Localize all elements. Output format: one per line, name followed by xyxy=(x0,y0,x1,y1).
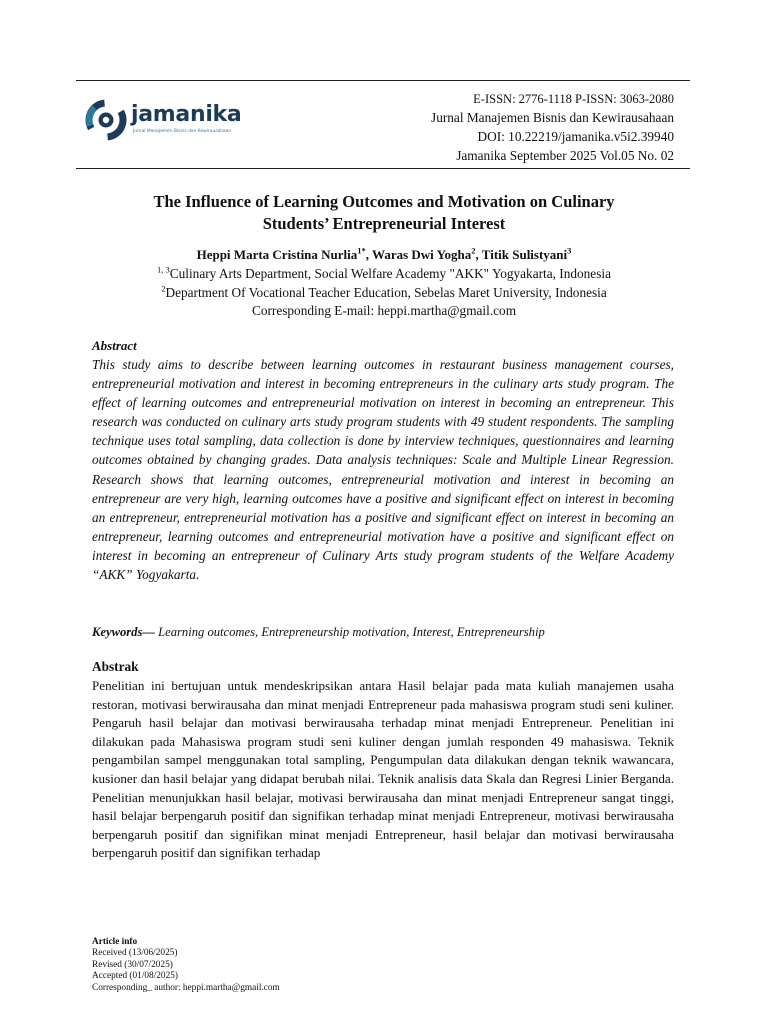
corresponding-email: Corresponding E-mail: heppi.martha@gmail.com xyxy=(251,303,517,318)
author-name: Heppi Marta Cristina Nurlia xyxy=(196,247,358,262)
issn: E-ISSN: 2776-1118 P-ISSN: 3063-2080 xyxy=(473,92,674,106)
logo-tagline: Jurnal Manajemen Bisnis dan Kewirausahaan xyxy=(133,129,232,134)
title-line: Students’ Entrepreneurial Interest xyxy=(262,214,506,233)
author-marker: 3 xyxy=(567,245,572,256)
journal-logo xyxy=(84,98,254,142)
author-list xyxy=(84,247,684,263)
keywords-text: Learning outcomes, Entrepreneurship motivation, Interest, Entrepreneurship xyxy=(158,625,545,639)
header-rule xyxy=(76,168,690,169)
affiliation-text: Department Of Vocational Teacher Education, Sebelas Maret University, Indonesia xyxy=(165,285,607,300)
affiliation-text: Culinary Arts Department, Social Welfare Academy "AKK" Yogyakarta, Indonesia xyxy=(169,266,611,281)
article-info xyxy=(92,937,280,994)
corresponding-author: Corresponding_ author: heppi.martha@gmail.com xyxy=(92,982,280,993)
abstract-text: This study aims to describe between learning outcomes in restaurant business management courses, entrepreneurial motivation and interest in becoming entrepreneurs in the culinary arts study program. The effect of learning outcomes and entrepreneurial motivation on interest in becoming an entrepreneur. This research was conducted on culinary arts study program students with 49 student respondents. The sampling technique uses total sampling, data collection is done by interview techniques, questionnaires and learning outcomes obtained by changing grades. Data analysis techniques: Scale and Multiple Linear Regression. Research shows that learning outcomes, entrepreneurial motivation and interest in becoming an entrepreneur are very high, learning outcomes have a positive and significant effect on interest in becoming an entrepreneur, entrepreneurial motivation has a positive and significant effect on interest in becoming an entrepreneur, learning outcomes and entrepreneurial motivation have a positive and significant effect on interest in becoming an entrepreneur of Culinary Arts study program students of the Welfare Academy “AKK” Yogyakarta. xyxy=(92,357,674,583)
top-rule xyxy=(76,80,690,81)
revised-date: Revised (30/07/2025) xyxy=(92,959,173,970)
affiliation-1 xyxy=(84,265,684,282)
keywords-label: Keywords— xyxy=(92,625,155,639)
author-marker: 1* xyxy=(357,245,366,256)
received-date: Received (13/06/2025) xyxy=(92,948,178,959)
title-line: The Influence of Learning Outcomes and Motivation on Culinary xyxy=(153,192,615,211)
affiliation-marker: 1, 3 xyxy=(157,264,170,275)
keywords xyxy=(92,624,692,640)
abstract-heading: Abstract xyxy=(92,338,137,353)
author-name: Waras Dwi Yogha xyxy=(372,247,472,262)
author-name: Titik Sulistyani xyxy=(481,247,568,262)
abstrak-text: Penelitian ini bertujuan untuk mendeskripsikan antara Hasil belajar pada mata kuliah manajemen usaha restoran, motivasi berwirausaha dan minat menjadi Entrepreneur pada mahasiswa program studi seni kuliner. Pengaruh hasil belajar dan motivasi berwirausaha terhadap minat menjadi Entrepreneur. Penelitian ini dilakukan pada Mahasiswa program studi seni kuliner dengan jumlah responden 49 mahasiswa. Teknik pengambilan sampel menggunakan total sampling, Pengumpulan data dilakukan dengan teknik wawancara, kusioner dan hasil belajar yang didapat berubah nilai. Teknik analisis data Skala dan Regresi Linier Berganda. Penelitian menunjukkan hasil belajar, motivasi berwirausaha dan minat menjadi Entrepreneur sangat tinggi, hasil belajar berpengaruh positif dan signifikan terhadap minat menjadi Entrepreneur, motivasi berwirausaha berpengaruh positif dan signifikan minat menjadi Entrepreneur, hasil belajar dan motivasi berwirausaha berpengaruh positif dan signifikan terhadap xyxy=(92,678,674,861)
abstrak-heading: Abstrak xyxy=(92,659,139,674)
paper-title xyxy=(84,191,684,235)
author-marker: 2 xyxy=(471,245,476,256)
issue-info: Jamanika September 2025 Vol.05 No. 02 xyxy=(456,148,674,163)
author-separator: , xyxy=(475,247,482,262)
author-separator: , xyxy=(365,247,373,262)
jamanika-logo-icon xyxy=(84,98,128,142)
affiliation-2 xyxy=(84,284,684,301)
logo-wordmark: jamanika xyxy=(131,102,242,127)
article-info-heading: Article info xyxy=(92,937,138,947)
doi: DOI: 10.22219/jamanika.v5i2.39940 xyxy=(477,129,674,144)
affiliation-marker: 2 xyxy=(161,283,166,294)
journal-name: Jurnal Manajemen Bisnis dan Kewirausahaan xyxy=(431,110,674,125)
accepted-date: Accepted (01/08/2025) xyxy=(92,971,178,982)
journal-masthead xyxy=(431,91,674,165)
